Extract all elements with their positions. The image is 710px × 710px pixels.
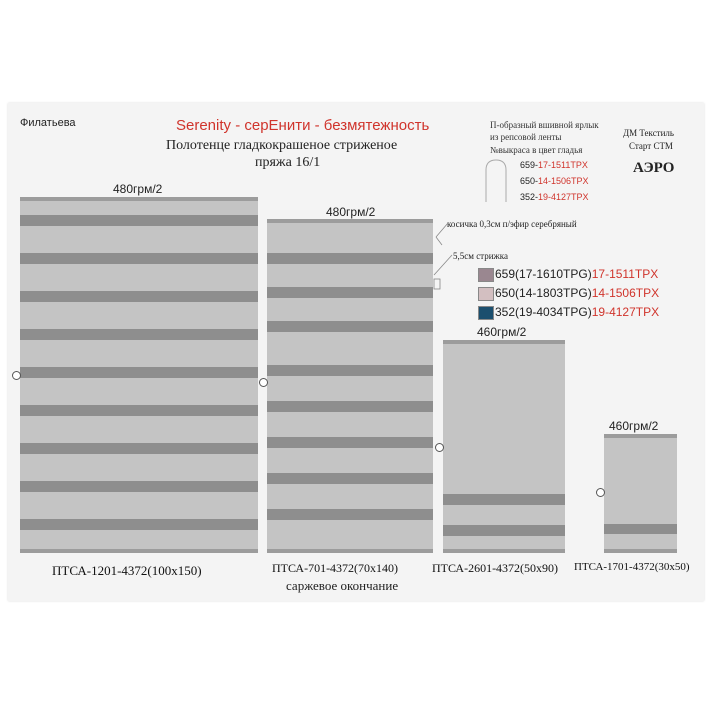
- towel-2: [267, 219, 433, 553]
- legend-item-659: [495, 267, 658, 281]
- label-code-2: [520, 176, 589, 186]
- towel-4-code: ПТСА-1701-4372(30х50): [574, 561, 690, 573]
- towel-1-stripe: [20, 519, 258, 530]
- towel-2-top-edge: [267, 219, 433, 223]
- twill-ending-note: саржевое окончание: [286, 578, 399, 593]
- towel-2-hanger-loop: [259, 378, 268, 387]
- towel-1-hanger-loop: [12, 371, 21, 380]
- brand-line-1: ДМ Текстиль: [623, 128, 675, 138]
- label-sketch: [478, 152, 518, 207]
- towel-4-stripe: [604, 524, 677, 534]
- towel-1-stripe: [20, 291, 258, 302]
- braid-annotation: косичка 0,3см п/эфир серебряный: [447, 219, 577, 229]
- towel-2-stripe: [267, 437, 433, 448]
- towel-1-stripe: [20, 481, 258, 492]
- shear-annotation: 5,5см стрижка: [453, 251, 508, 261]
- towel-1-stripe: [20, 405, 258, 416]
- label-code-1-pantone: 17-1511TPX: [538, 160, 588, 170]
- towel-1-bottom-edge: [20, 549, 258, 553]
- label-note-line-3: №выкраса в цвет гладья: [490, 145, 583, 155]
- towel-4-hanger-loop: [596, 488, 605, 497]
- towel-1-stripe: [20, 215, 258, 226]
- subtitle-line-1: Полотенце гладкокрашеное стриженое: [166, 138, 398, 153]
- towel-3-code: ПТСА-2601-4372(50х90): [432, 561, 559, 575]
- page-title: Serenity - серЕнити - безмятежность: [176, 117, 430, 134]
- towel-2-stripe: [267, 509, 433, 520]
- legend-pantone-650: 14-1506TPX: [591, 286, 660, 300]
- towel-1-stripe: [20, 367, 258, 378]
- legend-pantone-352: 19-4127TPX: [591, 305, 660, 319]
- towel-3-hanger-loop: [435, 443, 444, 452]
- towel-3-weight: 460грм/2: [477, 325, 527, 339]
- towel-2-stripe: [267, 365, 433, 376]
- towel-3-stripe: [443, 494, 565, 505]
- label-code-3: [520, 192, 589, 202]
- towel-3-top-edge: [443, 340, 565, 344]
- legend-swatch-650: [478, 287, 494, 301]
- towel-4-weight: 460грм/2: [609, 419, 659, 433]
- legend-code-650: 650(14-1803TPG): [495, 286, 592, 300]
- towel-2-stripe: [267, 287, 433, 298]
- towel-4-bottom-edge: [604, 549, 677, 553]
- towel-3: [443, 340, 565, 553]
- towel-4-top-edge: [604, 434, 677, 438]
- towel-2-weight: 480грм/2: [326, 205, 376, 219]
- label-note-line-2: из репсовой ленты: [490, 132, 562, 142]
- legend-pantone-659: 17-1511TPX: [591, 267, 659, 281]
- subtitle-line-2: пряжа 16/1: [255, 155, 321, 170]
- towel-1-stripe: [20, 443, 258, 454]
- legend-swatch-659: [478, 268, 494, 282]
- towel-1: [20, 197, 258, 553]
- brand-name: АЭРО: [633, 160, 675, 176]
- towel-2-bottom-edge: [267, 549, 433, 553]
- towel-3-bottom-edge: [443, 549, 565, 553]
- legend-item-352: [495, 305, 659, 319]
- legend-swatch-352: [478, 306, 494, 320]
- towel-1-weight: 480грм/2: [113, 182, 163, 196]
- legend-item-650: [495, 286, 659, 300]
- towel-3-stripe: [443, 525, 565, 536]
- label-code-1: [520, 160, 588, 170]
- brand-line-2: Старт СТМ: [629, 141, 673, 151]
- author-name: Филатьева: [20, 117, 76, 129]
- towel-2-code: ПТСА-701-4372(70х140): [272, 561, 399, 575]
- towel-2-stripe: [267, 401, 433, 412]
- label-code-1-num: 659-: [520, 160, 539, 170]
- towel-4: [604, 434, 677, 553]
- label-code-3-num: 352-: [520, 192, 539, 202]
- towel-1-top-edge: [20, 197, 258, 201]
- label-code-2-num: 650-: [520, 176, 539, 186]
- legend-code-352: 352(19-4034TPG): [495, 305, 592, 319]
- towel-1-code: ПТСА-1201-4372(100х150): [52, 563, 202, 578]
- towel-1-stripe: [20, 253, 258, 264]
- towel-2-stripe: [267, 253, 433, 264]
- towel-2-stripe: [267, 321, 433, 332]
- towel-1-stripe: [20, 329, 258, 340]
- label-code-3-pantone: 19-4127TPX: [538, 192, 589, 202]
- label-code-2-pantone: 14-1506TPX: [538, 176, 589, 186]
- legend-code-659: 659(17-1610TPG): [495, 267, 592, 281]
- towel-2-stripe: [267, 473, 433, 484]
- label-note-line-1: П-образный вшивной ярлык: [490, 120, 599, 130]
